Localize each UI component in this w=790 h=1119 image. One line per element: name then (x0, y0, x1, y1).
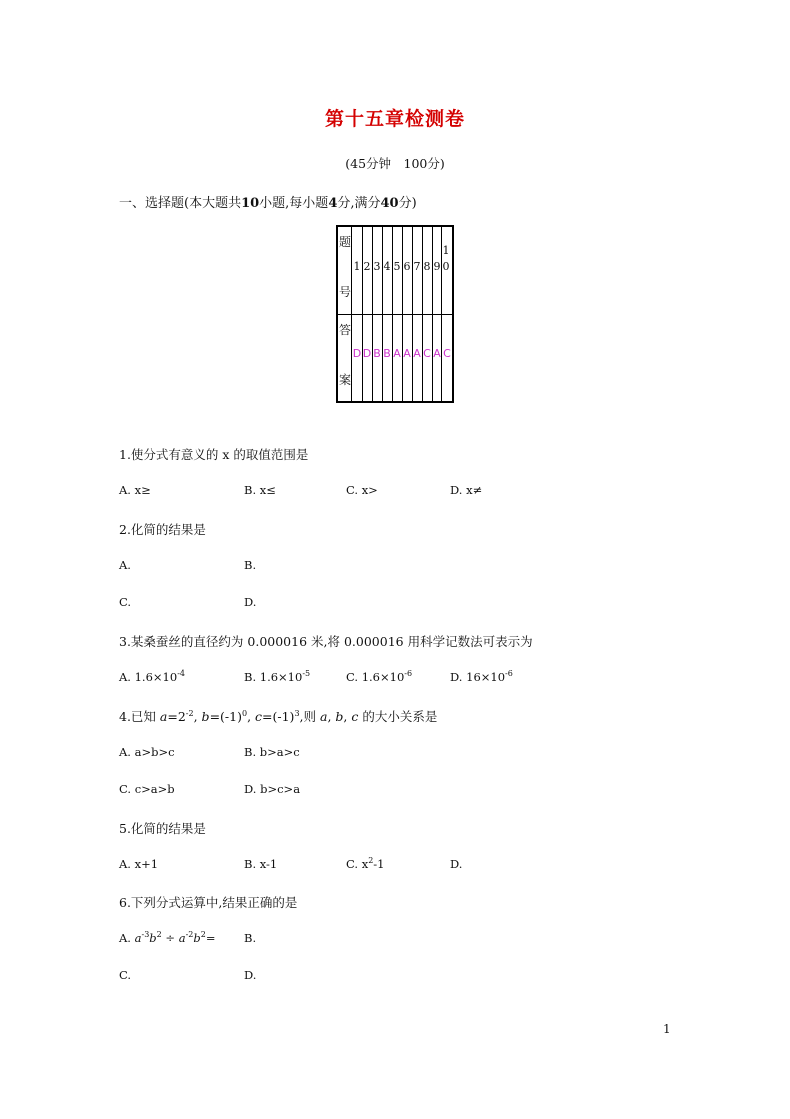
question-1-stem: 1.使分式有意义的 x 的取值范围是 (119, 447, 309, 462)
answer-value: C (423, 347, 431, 360)
question-number: 10 (442, 244, 450, 273)
table-col-divider (422, 227, 423, 401)
question-2-option-d: D. (244, 595, 257, 609)
question-number: 2 (363, 260, 371, 273)
question-1-option-c: C. x> (346, 483, 378, 497)
answer-value: B (383, 347, 391, 360)
question-2-option-c: C. (119, 595, 132, 609)
question-number: 6 (403, 260, 411, 273)
answer-value: A (393, 347, 401, 360)
section-heading: 一、选择题(本大题共10小题,每小题4分,满分40分) (119, 196, 417, 211)
question-4-stem: 4.已知 $a=2^{-2}$, $b=(-1)^0$, $c=(-1)^3$,则 a, b, c 的大小关系是 (119, 709, 438, 724)
question-6-option-b: B. (244, 931, 257, 945)
answer-value: A (433, 347, 441, 360)
table-col-divider (351, 227, 352, 401)
question-number: 9 (433, 260, 441, 273)
answer-value: D (352, 347, 362, 360)
question-3-option-a: A. $1.6\times 10^{-4}$ (119, 669, 185, 684)
row-label-answer-2: 案 (339, 373, 352, 387)
question-number: 3 (373, 260, 381, 273)
question-3-stem: 3.某桑蚕丝的直径约为 0.000016 米,将 0.000016 用科学记数法可表示为 (119, 634, 533, 649)
question-1-option-a: A. x≥ (119, 483, 151, 497)
table-col-divider (372, 227, 373, 401)
table-row-divider (338, 314, 452, 315)
page-subtitle: (45分钟 100分) (345, 156, 445, 171)
question-2-option-a: A. (119, 558, 131, 572)
question-5-option-b: B. x-1 (244, 857, 278, 871)
row-label-number-1: 题 (339, 235, 352, 249)
page-number: 1 (663, 1022, 671, 1036)
question-number: 8 (423, 260, 431, 273)
question-4-option-c: C. c>a>b (119, 782, 175, 796)
question-6-option-a: A. $a^{-3}b^2 \div a^{-2}b^2=$ (119, 930, 216, 945)
row-label-answer-1: 答 (339, 323, 352, 337)
question-4-option-d: D. b>c>a (244, 782, 301, 796)
question-number: 7 (413, 260, 421, 273)
page-title: 第十五章检测卷 (324, 108, 465, 130)
question-1-option-d: D. x≠ (450, 483, 483, 497)
table-col-divider (432, 227, 433, 401)
question-4-option-b: B. b>a>c (244, 745, 300, 759)
answer-value: B (373, 347, 381, 360)
table-col-divider (402, 227, 403, 401)
question-5-option-c: C. $x^2-1$ (346, 856, 385, 871)
table-col-divider (362, 227, 363, 401)
answer-value: A (403, 347, 411, 360)
answer-value: C (443, 347, 451, 360)
table-col-divider (412, 227, 413, 401)
question-6-stem: 6.下列分式运算中,结果正确的是 (119, 895, 298, 910)
answer-value: A (413, 347, 421, 360)
table-col-divider (382, 227, 383, 401)
question-number: 5 (393, 260, 401, 273)
question-number: 4 (383, 260, 391, 273)
question-6-option-c: C. (119, 968, 132, 982)
question-5-stem: 5.化简的结果是 (119, 821, 206, 836)
question-3-option-c: C. $1.6\times 10^{-6}$ (346, 669, 413, 684)
question-5-option-d: D. (450, 857, 463, 871)
table-col-divider (392, 227, 393, 401)
answer-value: D (362, 347, 372, 360)
question-6-option-d: D. (244, 968, 257, 982)
question-3-option-b: B. $1.6\times 10^{-5}$ (244, 669, 311, 684)
answer-table (336, 225, 454, 403)
question-2-stem: 2.化简的结果是 (119, 522, 206, 537)
question-4-option-a: A. a>b>c (119, 745, 175, 759)
row-label-number-2: 号 (339, 285, 352, 299)
question-1-option-b: B. x≤ (244, 483, 276, 497)
question-3-option-d: D. $16\times 10^{-6}$ (450, 669, 513, 684)
question-number: 1 (353, 260, 361, 273)
question-2-option-b: B. (244, 558, 257, 572)
question-5-option-a: A. x+1 (119, 857, 159, 871)
